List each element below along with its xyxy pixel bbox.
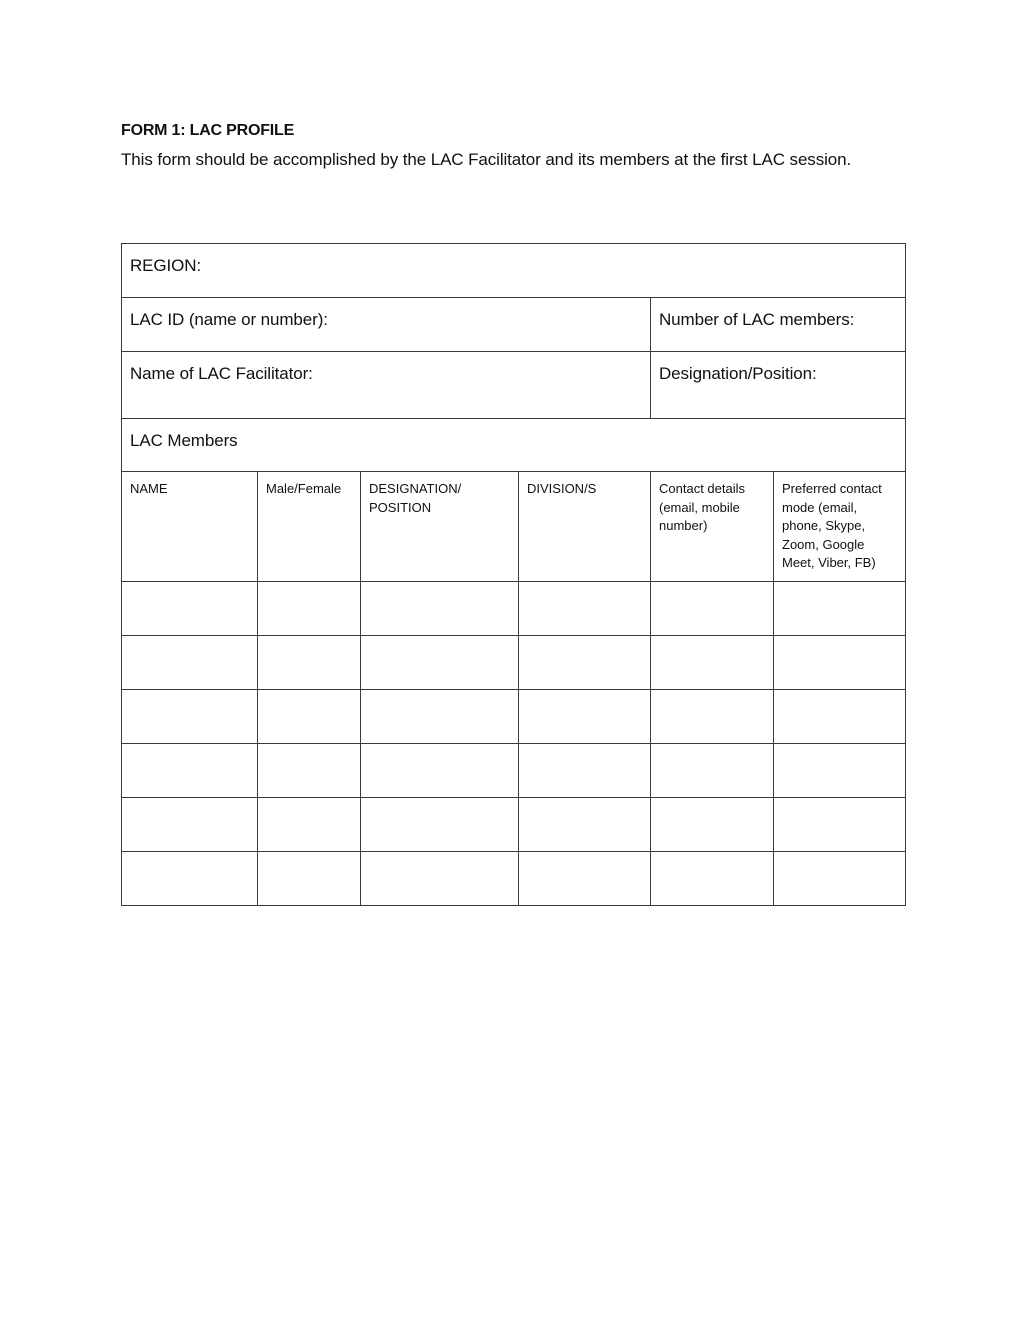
column-header-division xyxy=(519,472,651,582)
column-header-designation xyxy=(361,472,519,582)
member-division-cell[interactable] xyxy=(519,798,651,852)
column-header-label: Contact details (email, mobile number) xyxy=(659,481,745,533)
member-sex-cell[interactable] xyxy=(258,636,361,690)
member-designation-cell[interactable] xyxy=(361,582,519,636)
member-contact-cell[interactable] xyxy=(651,690,774,744)
member-name-cell[interactable] xyxy=(122,636,258,690)
facilitator-name-field[interactable] xyxy=(122,352,651,419)
member-sex-cell[interactable] xyxy=(258,852,361,906)
member-contact-cell[interactable] xyxy=(651,798,774,852)
lac-id-row xyxy=(122,298,906,352)
member-row xyxy=(122,798,906,852)
member-name-cell[interactable] xyxy=(122,690,258,744)
member-designation-cell[interactable] xyxy=(361,852,519,906)
member-division-cell[interactable] xyxy=(519,636,651,690)
member-row xyxy=(122,690,906,744)
member-preferred-mode-cell[interactable] xyxy=(774,582,906,636)
designation-label: Designation/Position: xyxy=(659,364,817,383)
member-sex-cell[interactable] xyxy=(258,690,361,744)
member-name-cell[interactable] xyxy=(122,798,258,852)
member-count-label: Number of LAC members: xyxy=(659,310,855,329)
member-name-cell[interactable] xyxy=(122,582,258,636)
members-header-row xyxy=(122,472,906,582)
members-heading-row xyxy=(122,419,906,472)
column-header-label: Male/Female xyxy=(266,481,342,496)
member-preferred-mode-cell[interactable] xyxy=(774,744,906,798)
member-designation-cell[interactable] xyxy=(361,690,519,744)
member-row xyxy=(122,582,906,636)
member-preferred-mode-cell[interactable] xyxy=(774,852,906,906)
designation-field[interactable] xyxy=(651,352,906,419)
form-title: FORM 1: LAC PROFILE xyxy=(121,122,295,139)
member-designation-cell[interactable] xyxy=(361,636,519,690)
facilitator-row xyxy=(122,352,906,419)
form-instructions: This form should be accomplished by the LAC Facilitator and its members at the first LAC session. xyxy=(121,150,852,169)
members-heading-cell xyxy=(122,419,906,472)
column-header-label: DESIGNATION/ POSITION xyxy=(369,481,462,515)
lac-profile-table xyxy=(121,243,906,906)
member-sex-cell[interactable] xyxy=(258,744,361,798)
column-header-label: NAME xyxy=(130,481,168,496)
member-row xyxy=(122,636,906,690)
member-row xyxy=(122,744,906,798)
column-header-contact xyxy=(651,472,774,582)
member-name-cell[interactable] xyxy=(122,852,258,906)
member-name-cell[interactable] xyxy=(122,744,258,798)
column-header-name xyxy=(122,472,258,582)
lac-id-label: LAC ID (name or number): xyxy=(130,310,328,329)
region-label: REGION: xyxy=(130,256,202,275)
member-division-cell[interactable] xyxy=(519,582,651,636)
member-row xyxy=(122,852,906,906)
member-division-cell[interactable] xyxy=(519,744,651,798)
column-header-label: DIVISION/S xyxy=(527,481,597,496)
members-heading: LAC Members xyxy=(130,431,238,450)
region-row xyxy=(122,244,906,298)
member-contact-cell[interactable] xyxy=(651,852,774,906)
region-field[interactable] xyxy=(122,244,906,298)
member-contact-cell[interactable] xyxy=(651,636,774,690)
member-division-cell[interactable] xyxy=(519,690,651,744)
member-preferred-mode-cell[interactable] xyxy=(774,690,906,744)
member-division-cell[interactable] xyxy=(519,852,651,906)
column-header-sex xyxy=(258,472,361,582)
member-count-field[interactable] xyxy=(651,298,906,352)
member-sex-cell[interactable] xyxy=(258,582,361,636)
column-header-label: Preferred contact mode (email, phone, Skype, Zoom, Google Meet, Viber, FB) xyxy=(782,481,882,570)
member-sex-cell[interactable] xyxy=(258,798,361,852)
member-preferred-mode-cell[interactable] xyxy=(774,798,906,852)
member-preferred-mode-cell[interactable] xyxy=(774,636,906,690)
facilitator-name-label: Name of LAC Facilitator: xyxy=(130,364,313,383)
member-contact-cell[interactable] xyxy=(651,582,774,636)
member-designation-cell[interactable] xyxy=(361,744,519,798)
member-designation-cell[interactable] xyxy=(361,798,519,852)
member-contact-cell[interactable] xyxy=(651,744,774,798)
lac-id-field[interactable] xyxy=(122,298,651,352)
column-header-preferred-mode xyxy=(774,472,906,582)
